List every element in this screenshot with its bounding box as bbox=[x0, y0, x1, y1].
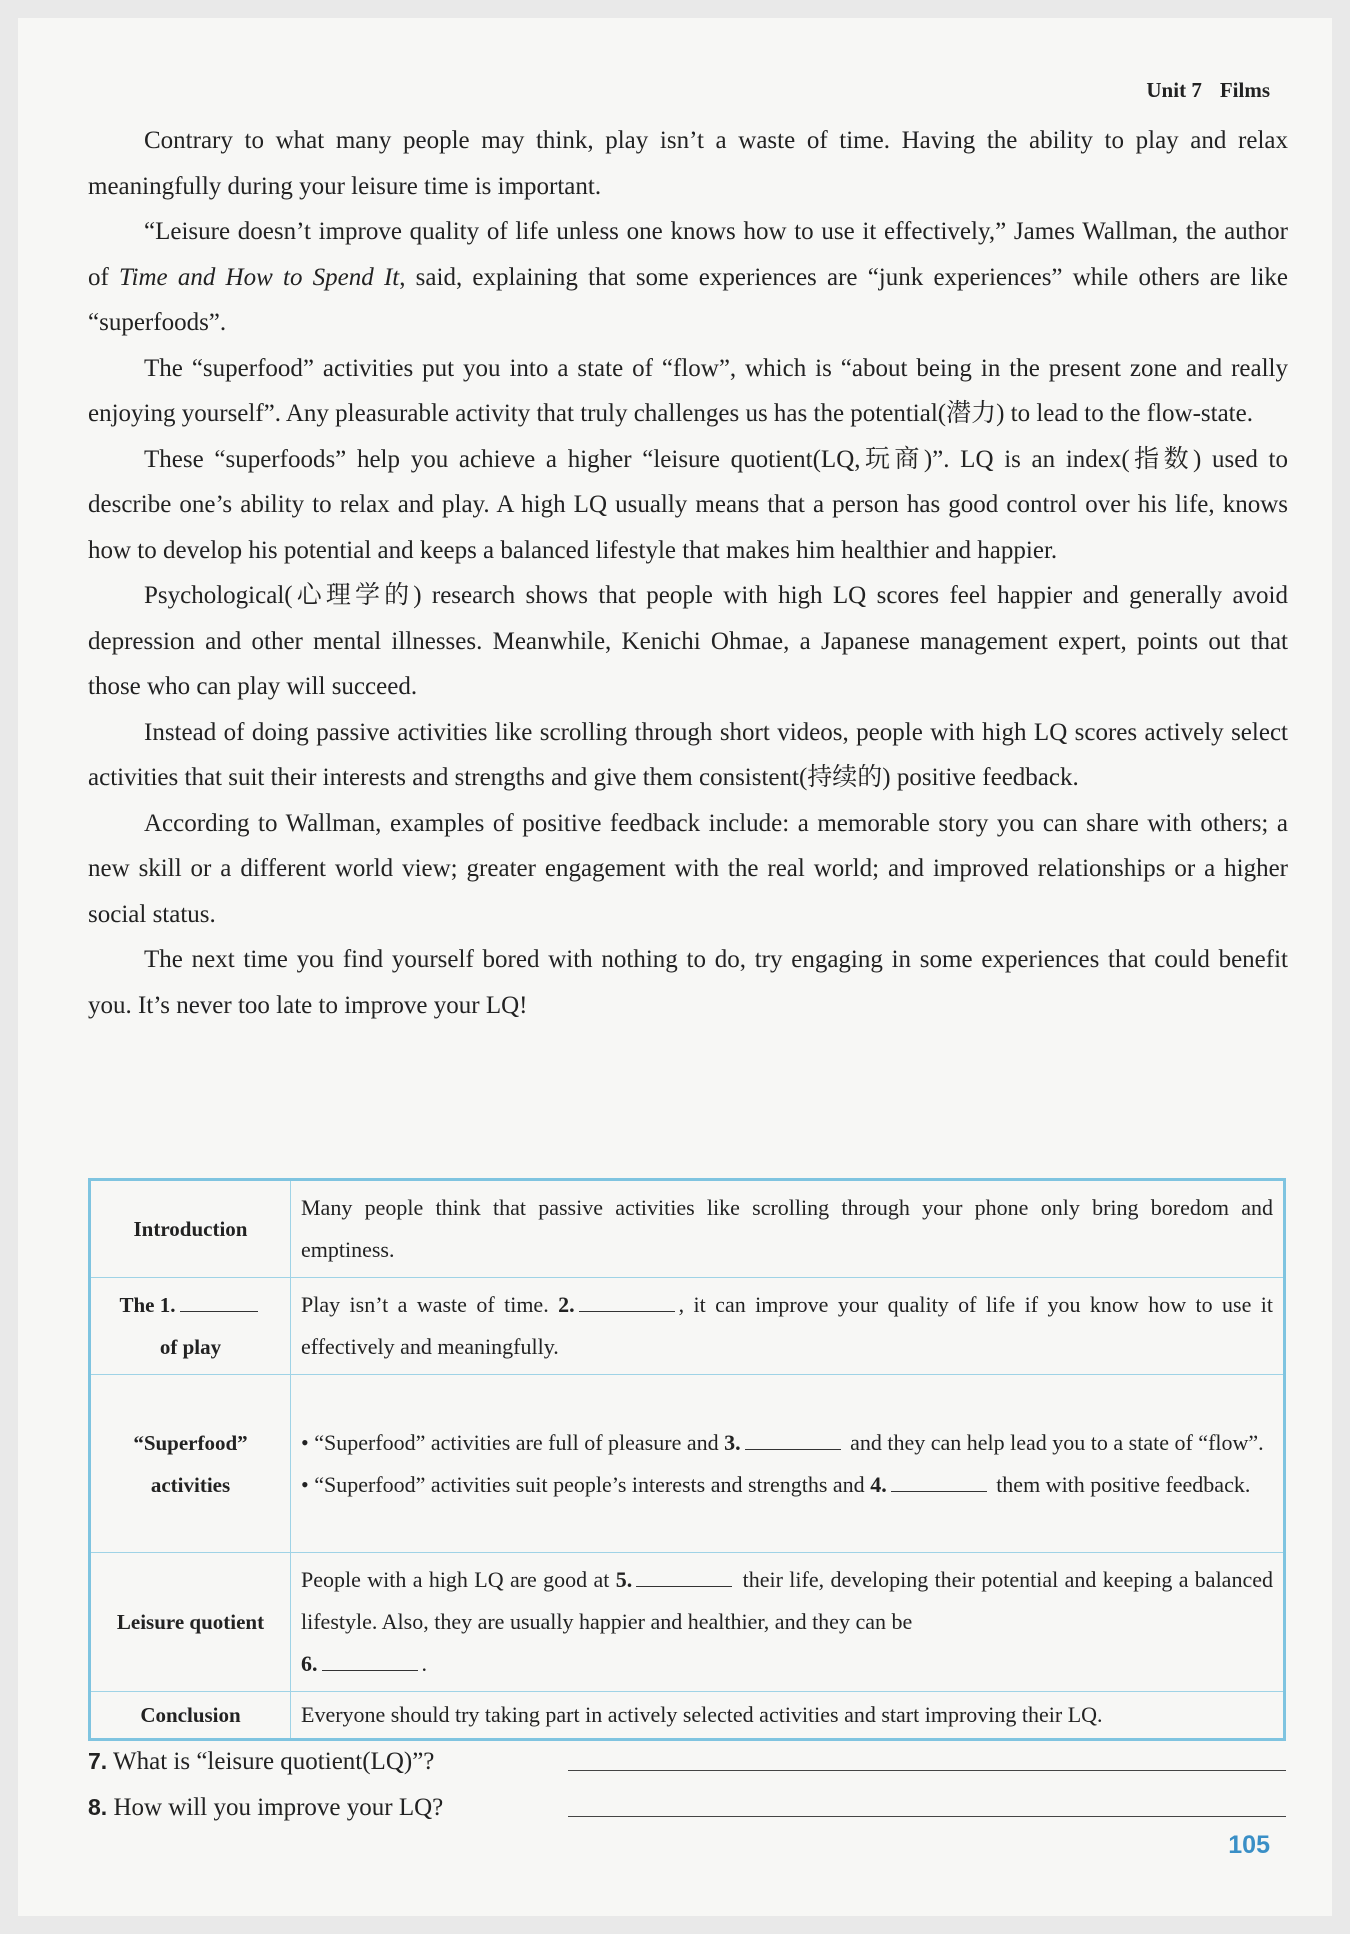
answer-blank-1[interactable] bbox=[180, 1310, 258, 1312]
question-7 bbox=[88, 1738, 1288, 1784]
bullet-item bbox=[301, 1422, 1273, 1464]
row-content bbox=[291, 1553, 1285, 1692]
content-text: their life, developing their potential and keeping a balanced lifestyle. Also, they are usually happier and healthier, and they can be bbox=[301, 1567, 1273, 1634]
row-content bbox=[291, 1278, 1285, 1375]
question-text: What is “leisure quotient(LQ)”? bbox=[113, 1748, 435, 1775]
questions-section bbox=[88, 1738, 1288, 1830]
row-label: Conclusion bbox=[90, 1692, 291, 1740]
summary-table bbox=[88, 1178, 1286, 1741]
table-row bbox=[90, 1553, 1285, 1692]
answer-blank-5[interactable] bbox=[636, 1585, 732, 1587]
row-content: Everyone should try taking part in actively selected activities and start improving their LQ. bbox=[291, 1692, 1285, 1740]
content-text: Play isn’t a waste of time. bbox=[301, 1292, 559, 1317]
table-row bbox=[90, 1375, 1285, 1553]
answer-blank-4[interactable] bbox=[891, 1490, 987, 1492]
paragraph bbox=[88, 209, 1288, 346]
content-text: them with positive feedback. bbox=[990, 1471, 1251, 1497]
blank-number: 3. bbox=[724, 1429, 741, 1455]
label-text: The bbox=[119, 1293, 160, 1317]
blank-number: 2. bbox=[558, 1292, 575, 1317]
book-title: Time and How to Spend It bbox=[119, 263, 400, 291]
reading-passage bbox=[88, 118, 1288, 1028]
answer-line-7[interactable] bbox=[568, 1770, 1286, 1771]
label-text: activities bbox=[150, 1472, 231, 1497]
table-row bbox=[90, 1692, 1285, 1740]
row-label: Introduction bbox=[90, 1180, 291, 1278]
content-text: and they can help lead you to a state of “flow”. bbox=[844, 1429, 1264, 1455]
paragraph: Psychological(心理学的) research shows that people with high LQ scores feel happier and generally avoid depression and other mental illnesses. Meanwhile, Kenichi Ohmae, a Japanese management expert, points out that those who can play will succeed. bbox=[88, 582, 1288, 700]
label-text: “Superfood” bbox=[133, 1430, 248, 1455]
blank-number: 6. bbox=[301, 1651, 318, 1676]
question-number: 8. bbox=[88, 1794, 108, 1820]
bullet-item bbox=[301, 1464, 1273, 1506]
blank-number: 4. bbox=[870, 1471, 887, 1497]
row-label bbox=[90, 1278, 291, 1375]
question-text: How will you improve your LQ? bbox=[113, 1794, 444, 1821]
paragraph: Contrary to what many people may think, play isn’t a waste of time. Having the ability to play and relax meaningfully during your leisure time is important. bbox=[88, 127, 1288, 200]
table-row bbox=[90, 1278, 1285, 1375]
running-head bbox=[1146, 78, 1270, 103]
question-8 bbox=[88, 1784, 1288, 1830]
content-text: • “Superfood” activities suit people’s interests and strengths and bbox=[301, 1471, 871, 1497]
content-text: , it can improve your quality of life if you know how to use it effectively and meaningfully. bbox=[301, 1292, 1273, 1359]
textbook-page bbox=[18, 18, 1332, 1916]
row-label bbox=[90, 1375, 291, 1553]
page-number: 105 bbox=[1228, 1831, 1270, 1859]
answer-blank-6[interactable] bbox=[322, 1669, 418, 1671]
unit-title: Films bbox=[1219, 78, 1270, 102]
answer-line-8[interactable] bbox=[568, 1816, 1286, 1817]
content-text: . bbox=[421, 1651, 427, 1676]
paragraph: The “superfood” activities put you into a state of “flow”, which is “about being in the present zone and really enjoying yourself”. Any pleasurable activity that truly challenges us has the potential(潜力) to lead to the flow-state. bbox=[88, 354, 1288, 427]
content-text: • “Superfood” activities are full of pleasure and bbox=[301, 1429, 725, 1455]
table-row bbox=[90, 1180, 1285, 1278]
answer-blank-2[interactable] bbox=[579, 1310, 675, 1312]
paragraph: These “superfoods” help you achieve a higher “leisure quotient(LQ,玩商)”. LQ is an index(指数) used to describe one’s ability to relax and play. A high LQ usually means that a person has good control over his life, knows how to develop his potential and keeps a balanced lifestyle that makes him healthier and happier. bbox=[88, 445, 1288, 564]
answer-blank-3[interactable] bbox=[745, 1448, 841, 1450]
paragraph: Instead of doing passive activities like scrolling through short videos, people with high LQ scores actively select activities that suit their interests and strengths and give them consistent(持续的) positive feedback. bbox=[88, 718, 1288, 791]
paragraph-text: , said, explaining that some experiences are “junk experiences” while others are like “superfoods”. bbox=[88, 263, 1288, 336]
content-text: People with a high LQ are good at bbox=[301, 1567, 616, 1592]
paragraph-text: “Leisure doesn’t improve quality of life unless one knows how to use it effectively,” James Wallman, the author of bbox=[88, 218, 1288, 291]
unit-label: Unit 7 bbox=[1146, 78, 1202, 102]
paragraph: According to Wallman, examples of positive feedback include: a memorable story you can share with others; a new skill or a different world view; greater engagement with the real world; and improved relationships or a higher social status. bbox=[88, 809, 1288, 928]
paragraph: The next time you find yourself bored with nothing to do, try engaging in some experiences that could benefit you. It’s never too late to improve your LQ! bbox=[88, 946, 1288, 1019]
question-number: 7. bbox=[88, 1748, 108, 1774]
row-content: Many people think that passive activities like scrolling through your phone only bring boredom and emptiness. bbox=[291, 1180, 1285, 1278]
blank-number: 5. bbox=[615, 1567, 633, 1592]
row-label: Leisure quotient bbox=[90, 1553, 291, 1692]
row-content bbox=[291, 1375, 1285, 1553]
blank-number: 1. bbox=[159, 1293, 176, 1317]
label-text: of play bbox=[159, 1335, 222, 1359]
